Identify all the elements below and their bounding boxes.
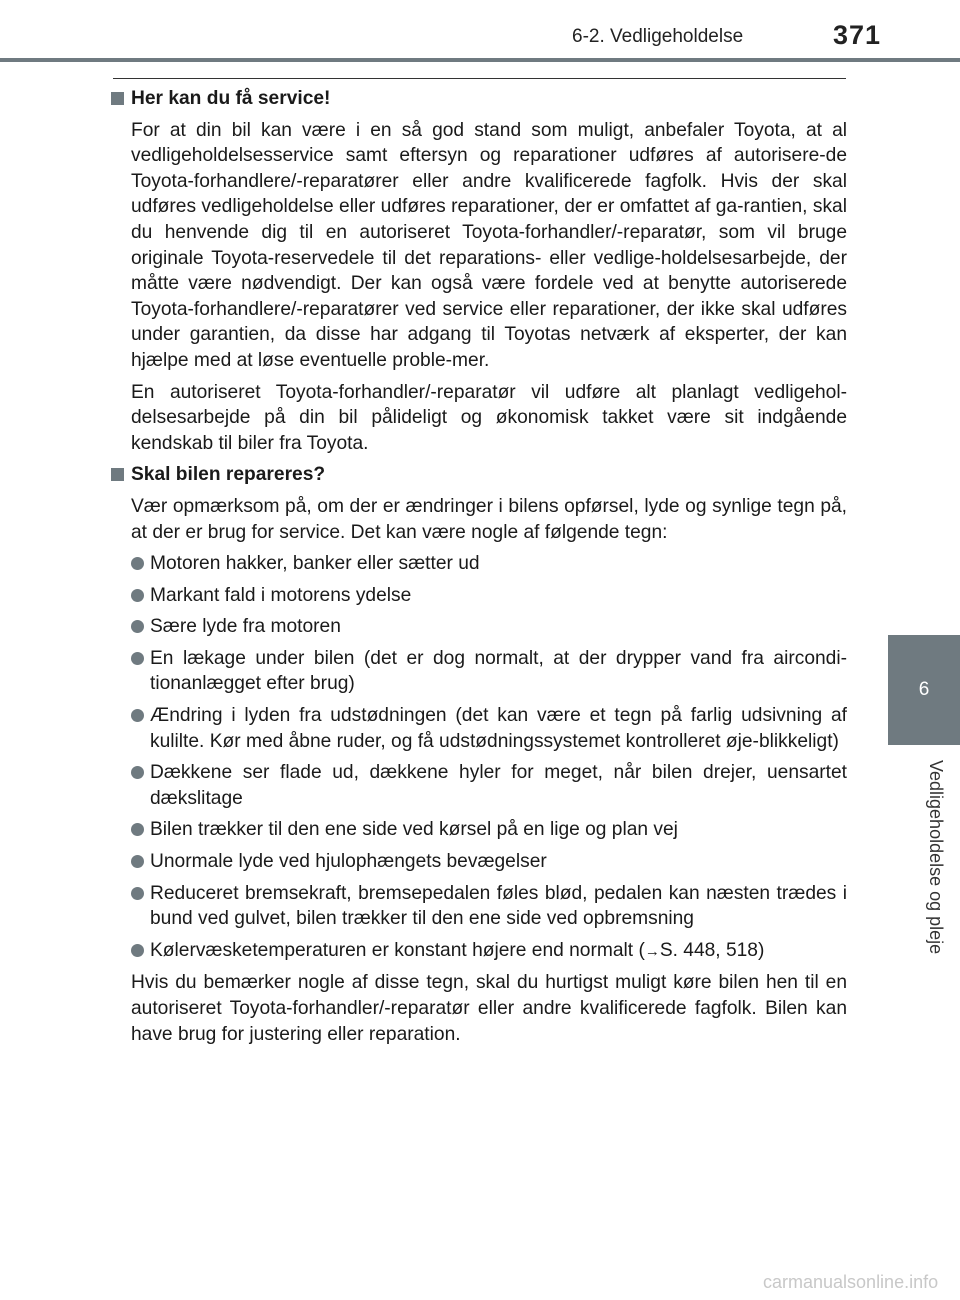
chapter-tab (888, 635, 960, 745)
list-item (131, 551, 847, 577)
section-heading-service (111, 86, 847, 112)
list-item-text: Sære lyde fra motoren (150, 616, 341, 638)
list-item-text: Reduceret bremsekraft, bremsepedalen føles blød, pedalen kan næsten trædes i bund ved gulvet, bilen trækker til den ene side ved opbremsning (150, 882, 847, 930)
list-item (131, 938, 847, 965)
circle-bullet-icon (131, 709, 144, 722)
circle-bullet-icon (131, 589, 144, 602)
list-item (131, 849, 847, 875)
circle-bullet-icon (131, 887, 144, 900)
list-item-text: Kølervæsketemperaturen er konstant højere end normalt ( (150, 939, 645, 961)
circle-bullet-icon (131, 823, 144, 836)
heading-text: Her kan du få service! (131, 88, 331, 109)
list-item (131, 760, 847, 811)
circle-bullet-icon (131, 944, 144, 957)
paragraph: Vær opmærksom på, om der er ændringer i bilens opførsel, lyde og synlige tegn på, at der er brug for service. Det kan være nogle af følgende tegn: (131, 495, 847, 543)
list-item-text: Bilen trækker til den ene side ved kørsel på en lige og plan vej (150, 819, 678, 841)
header-rule (0, 58, 960, 62)
list-item-text: Unormale lyde ved hjulophængets bevægelser (150, 851, 547, 873)
square-bullet-icon (111, 468, 124, 481)
list-item-text: Ændring i lyden fra udstødningen (det kan være et tegn på farlig udsivning af kulilte. Kør med åbne ruder, og få udstødningssystemet kontrolleret øje-blikkeligt) (150, 705, 847, 752)
watermark: carmanualsonline.info (763, 1272, 939, 1292)
closing-paragraph: Hvis du bemærker nogle af disse tegn, skal du hurtigst muligt køre bilen hen til en autoriseret Toyota-forhandler/-reparatør eller andre kvalificerede fagfolk. Bilen kan have brug for justering eller reparation. (131, 972, 847, 1045)
circle-bullet-icon (131, 557, 144, 570)
square-bullet-icon (111, 92, 124, 105)
circle-bullet-icon (131, 855, 144, 868)
circle-bullet-icon (131, 652, 144, 665)
arrow-right-icon: → (644, 942, 660, 960)
main-content (111, 86, 847, 1053)
section-heading-repair (111, 462, 847, 488)
heading-text: Skal bilen repareres? (131, 464, 326, 486)
page-reference-link[interactable]: S. 448, 518) (659, 939, 765, 961)
page-number: 371 (833, 20, 882, 50)
page-header (0, 0, 960, 62)
chapter-number: 6 (918, 679, 930, 700)
circle-bullet-icon (131, 620, 144, 633)
list-item (131, 646, 847, 697)
symptom-list (131, 551, 847, 964)
circle-bullet-icon (131, 766, 144, 779)
list-item-text: Dækkene ser flade ud, dækkene hyler for meget, når bilen drejer, uensartet dækslitage (150, 762, 847, 809)
list-item-text: Motoren hakker, banker eller sætter ud (150, 553, 480, 575)
content-top-rule (113, 78, 846, 79)
list-item (131, 817, 847, 843)
list-item (131, 583, 847, 609)
list-item-text: Markant fald i motorens ydelse (150, 584, 412, 606)
section-title: 6-2. Vedligeholdelse (572, 26, 744, 47)
list-item (131, 703, 847, 754)
chapter-label-text: Vedligeholdelse og pleje (926, 760, 946, 955)
list-item-text: En lækage under bilen (det er dog normalt, at der drypper vand fra aircondi-tionanlægget efter brug) (150, 647, 847, 695)
paragraph: En autoriseret Toyota-forhandler/-reparatør vil udføre alt planlagt vedligehol-delsesarbejde på din bil pålideligt og økonomisk takket være sit indgående kendskab til biler fra Toyota. (131, 381, 847, 454)
chapter-label (905, 760, 945, 980)
paragraph: For at din bil kan være i en så god stand som muligt, anbefaler Toyota, at al vedligeholdelsesservice samt eftersyn og reparationer udføres af autorisere-de Toyota-forhandlere/-reparatører eller andre kvalificerede fagfolk. Hvis der skal udføres vedligeholdelse eller udføres reparationer, der er omfattet af ga-rantien, skal du henvende dig til en autoriseret Toyota-forhandler/-reparatør, som vil bruge originale Toyota-reservedele til det reparations- eller vedlige-holdelsesarbejde, der måtte være nødvendigt. Der kan også være fordele ved at benytte autoriserede Toyota-forhandlere/-reparatører ved service eller reparationer, der ikke skal udføres under garantien, da disse har adgang til Toyotas netværk af eksperter, der kan hjælpe med at løse eventuelle proble-mer. (131, 119, 847, 371)
list-item (131, 881, 847, 932)
list-item (131, 614, 847, 640)
